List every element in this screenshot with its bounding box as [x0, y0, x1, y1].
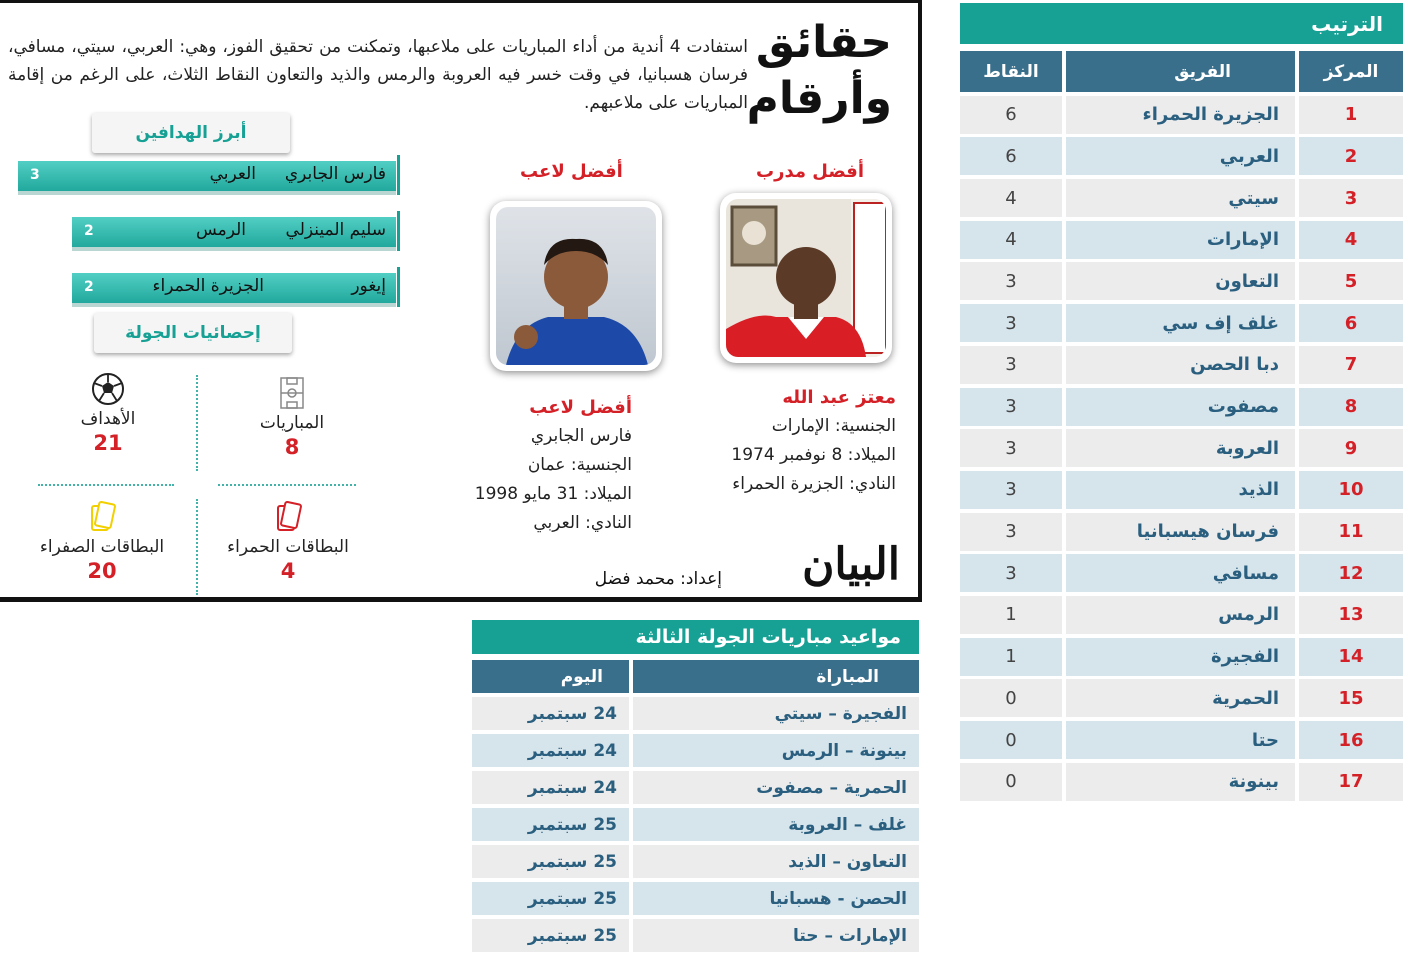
credit-line: إعداد: محمد فضل	[594, 569, 722, 589]
rank-cell: 7	[1299, 346, 1403, 384]
scorer-team: الجزيرة الحمراء	[152, 276, 264, 296]
headline-line-2: وأرقام	[746, 73, 892, 124]
albayan-logo: البيان	[802, 539, 900, 590]
team-cell: الحمرية	[1066, 679, 1295, 717]
player-info	[475, 393, 632, 538]
match-cell: بينونة – الرمس	[633, 734, 919, 767]
match-cell: الفجيرة – سيتي	[633, 697, 919, 730]
day-cell: 24 سبتمبر	[472, 734, 629, 767]
col-match-header: المباراة	[633, 660, 919, 693]
col-points-header: النقاط	[960, 51, 1062, 92]
stat-goals	[28, 371, 188, 455]
table-row	[960, 679, 1403, 717]
coach-name: معتز عبد الله	[782, 387, 896, 408]
rank-cell: 15	[1299, 679, 1403, 717]
day-cell: 24 سبتمبر	[472, 697, 629, 730]
table-row	[960, 471, 1403, 509]
top-scorers-title: أبرز الهدافين	[92, 113, 290, 153]
points-cell: 3	[960, 262, 1062, 300]
points-cell: 3	[960, 346, 1062, 384]
rank-cell: 17	[1299, 763, 1403, 801]
standings-table	[960, 3, 1403, 801]
fixtures-title: مواعيد مباريات الجولة الثالثة	[472, 620, 919, 654]
table-row	[960, 304, 1403, 342]
rank-cell: 5	[1299, 262, 1403, 300]
table-row	[472, 771, 919, 804]
points-cell: 4	[960, 179, 1062, 217]
col-day-header: اليوم	[472, 660, 629, 693]
stats-divider	[196, 499, 198, 595]
rank-cell: 11	[1299, 513, 1403, 551]
player-nationality: الجنسية: عمان	[527, 455, 632, 475]
coach-club: النادي: الجزيرة الحمراء	[732, 474, 896, 494]
stat-value: 20	[87, 559, 117, 583]
scorer-team: الرمس	[195, 220, 246, 240]
coach-nationality: الجنسية: الإمارات	[771, 416, 896, 436]
points-cell: 0	[960, 679, 1062, 717]
team-cell: الذيد	[1066, 471, 1295, 509]
day-cell: 24 سبتمبر	[472, 771, 629, 804]
points-cell: 3	[960, 554, 1062, 592]
table-row	[960, 429, 1403, 467]
player-club: النادي: العربي	[533, 513, 632, 533]
fixtures-table	[472, 620, 919, 952]
points-cell: 3	[960, 471, 1062, 509]
scorer-row	[18, 161, 396, 195]
pitch-icon	[212, 375, 372, 411]
points-cell: 6	[960, 137, 1062, 175]
team-cell: العربي	[1066, 137, 1295, 175]
table-row	[960, 388, 1403, 426]
table-row	[472, 808, 919, 841]
day-cell: 25 سبتمبر	[472, 882, 629, 915]
team-cell: العروبة	[1066, 429, 1295, 467]
table-row	[472, 734, 919, 767]
stat-value: 8	[284, 435, 300, 459]
points-cell: 3	[960, 304, 1062, 342]
match-cell: الحصن - هسبانيا	[633, 882, 919, 915]
rank-cell: 2	[1299, 137, 1403, 175]
table-row	[960, 513, 1403, 551]
points-cell: 3	[960, 513, 1062, 551]
rank-cell: 1	[1299, 96, 1403, 134]
rank-cell: 3	[1299, 179, 1403, 217]
stats-divider	[218, 484, 356, 486]
intro-paragraph: استفادت 4 أندية من أداء المباريات على ملاعبها، وتمكنت من تحقيق الفوز، وهي: العربي، سيتي، مسافي، فرسان هسبانيا، في وقت خسر فيه العروبة والرمس والذيد والتعاون النقاط الثلاث، على الرغم من إقامة المباريات على ملاعبهم.	[8, 37, 748, 113]
team-cell: التعاون	[1066, 262, 1295, 300]
table-row	[960, 221, 1403, 259]
table-row	[960, 763, 1403, 801]
table-row	[472, 697, 919, 730]
rank-cell: 10	[1299, 471, 1403, 509]
coach-photo	[720, 193, 892, 363]
stat-value: 4	[280, 559, 296, 583]
scorer-goals: 2	[84, 223, 94, 239]
rank-cell: 6	[1299, 304, 1403, 342]
col-rank-header: المركز	[1299, 51, 1403, 92]
stat-label: الأهداف	[80, 409, 136, 429]
yellow-card-icon	[22, 499, 182, 535]
points-cell: 6	[960, 96, 1062, 134]
team-cell: بينونة	[1066, 763, 1295, 801]
player-photo	[490, 201, 662, 371]
stats-divider	[38, 484, 174, 486]
fixtures-header-row	[472, 660, 919, 693]
rank-cell: 13	[1299, 596, 1403, 634]
table-row	[960, 554, 1403, 592]
stat-label: المباريات	[259, 413, 325, 433]
points-cell: 4	[960, 221, 1062, 259]
fixtures-body	[472, 697, 919, 952]
rank-cell: 16	[1299, 721, 1403, 759]
scorer-goals: 2	[84, 279, 94, 295]
match-cell: التعاون – الذيد	[633, 845, 919, 878]
rank-cell: 9	[1299, 429, 1403, 467]
red-card-icon	[208, 499, 368, 535]
rank-cell: 12	[1299, 554, 1403, 592]
team-cell: الجزيرة الحمراء	[1066, 96, 1295, 134]
headline-line-1: حقائق	[755, 17, 892, 68]
stat-label: البطاقات الصفراء	[39, 537, 165, 557]
team-cell: سيتي	[1066, 179, 1295, 217]
team-cell: فرسان هيسبانيا	[1066, 513, 1295, 551]
stat-yellow-cards	[22, 499, 182, 583]
standings-header-row	[960, 51, 1403, 92]
best-coach-title: أفضل مدرب	[756, 161, 865, 182]
stat-matches	[212, 375, 372, 459]
scorer-name: فارس الجابري	[284, 164, 386, 184]
day-cell: 25 سبتمبر	[472, 919, 629, 952]
rank-cell: 8	[1299, 388, 1403, 426]
facts-headline	[742, 15, 892, 127]
facts-card	[0, 0, 922, 602]
day-cell: 25 سبتمبر	[472, 845, 629, 878]
rank-cell: 4	[1299, 221, 1403, 259]
coach-info	[731, 383, 896, 499]
day-cell: 25 سبتمبر	[472, 808, 629, 841]
stats-divider	[196, 375, 198, 471]
team-cell: دبا الحصن	[1066, 346, 1295, 384]
team-cell: حتا	[1066, 721, 1295, 759]
player-birth: الميلاد: 31 مايو 1998	[474, 484, 632, 504]
match-cell: الحمرية – مصفوت	[633, 771, 919, 804]
scorer-team: العربي	[209, 164, 256, 184]
table-row	[960, 96, 1403, 134]
points-cell: 0	[960, 721, 1062, 759]
best-player-title: أفضل لاعب	[520, 161, 623, 182]
scorer-row	[72, 273, 396, 307]
col-team-header: الفريق	[1066, 51, 1295, 92]
match-cell: غلف – العروبة	[633, 808, 919, 841]
team-cell: مصفوت	[1066, 388, 1295, 426]
table-row	[472, 845, 919, 878]
table-row	[960, 262, 1403, 300]
scorer-goals: 3	[30, 167, 40, 183]
points-cell: 3	[960, 429, 1062, 467]
table-row	[960, 721, 1403, 759]
table-row	[960, 137, 1403, 175]
player-subtitle: أفضل لاعب	[529, 397, 632, 418]
table-row	[960, 638, 1403, 676]
coach-birth: الميلاد: 8 نوفمبر 1974	[731, 445, 896, 465]
stat-red-cards	[208, 499, 368, 583]
points-cell: 0	[960, 763, 1062, 801]
team-cell: الإمارات	[1066, 221, 1295, 259]
scorer-name: سليم المينزلي	[285, 220, 386, 240]
stat-label: البطاقات الحمراء	[227, 537, 349, 557]
standings-body	[960, 96, 1403, 801]
points-cell: 1	[960, 596, 1062, 634]
player-name: فارس الجابري	[530, 426, 632, 446]
table-row	[960, 346, 1403, 384]
table-row	[960, 179, 1403, 217]
points-cell: 3	[960, 388, 1062, 426]
team-cell: الرمس	[1066, 596, 1295, 634]
team-cell: مسافي	[1066, 554, 1295, 592]
team-cell: غلف إف سي	[1066, 304, 1295, 342]
scorer-name: إيغور	[351, 276, 386, 296]
standings-title: الترتيب	[960, 3, 1403, 44]
points-cell: 1	[960, 638, 1062, 676]
team-cell: الفجيرة	[1066, 638, 1295, 676]
stat-value: 21	[93, 431, 123, 455]
table-row	[960, 596, 1403, 634]
match-cell: الإمارات – حتا	[633, 919, 919, 952]
round-stats-title: إحصائيات الجولة	[94, 313, 292, 353]
rank-cell: 14	[1299, 638, 1403, 676]
football-icon	[28, 371, 188, 407]
scorer-row	[72, 217, 396, 251]
table-row	[472, 882, 919, 915]
table-row	[472, 919, 919, 952]
